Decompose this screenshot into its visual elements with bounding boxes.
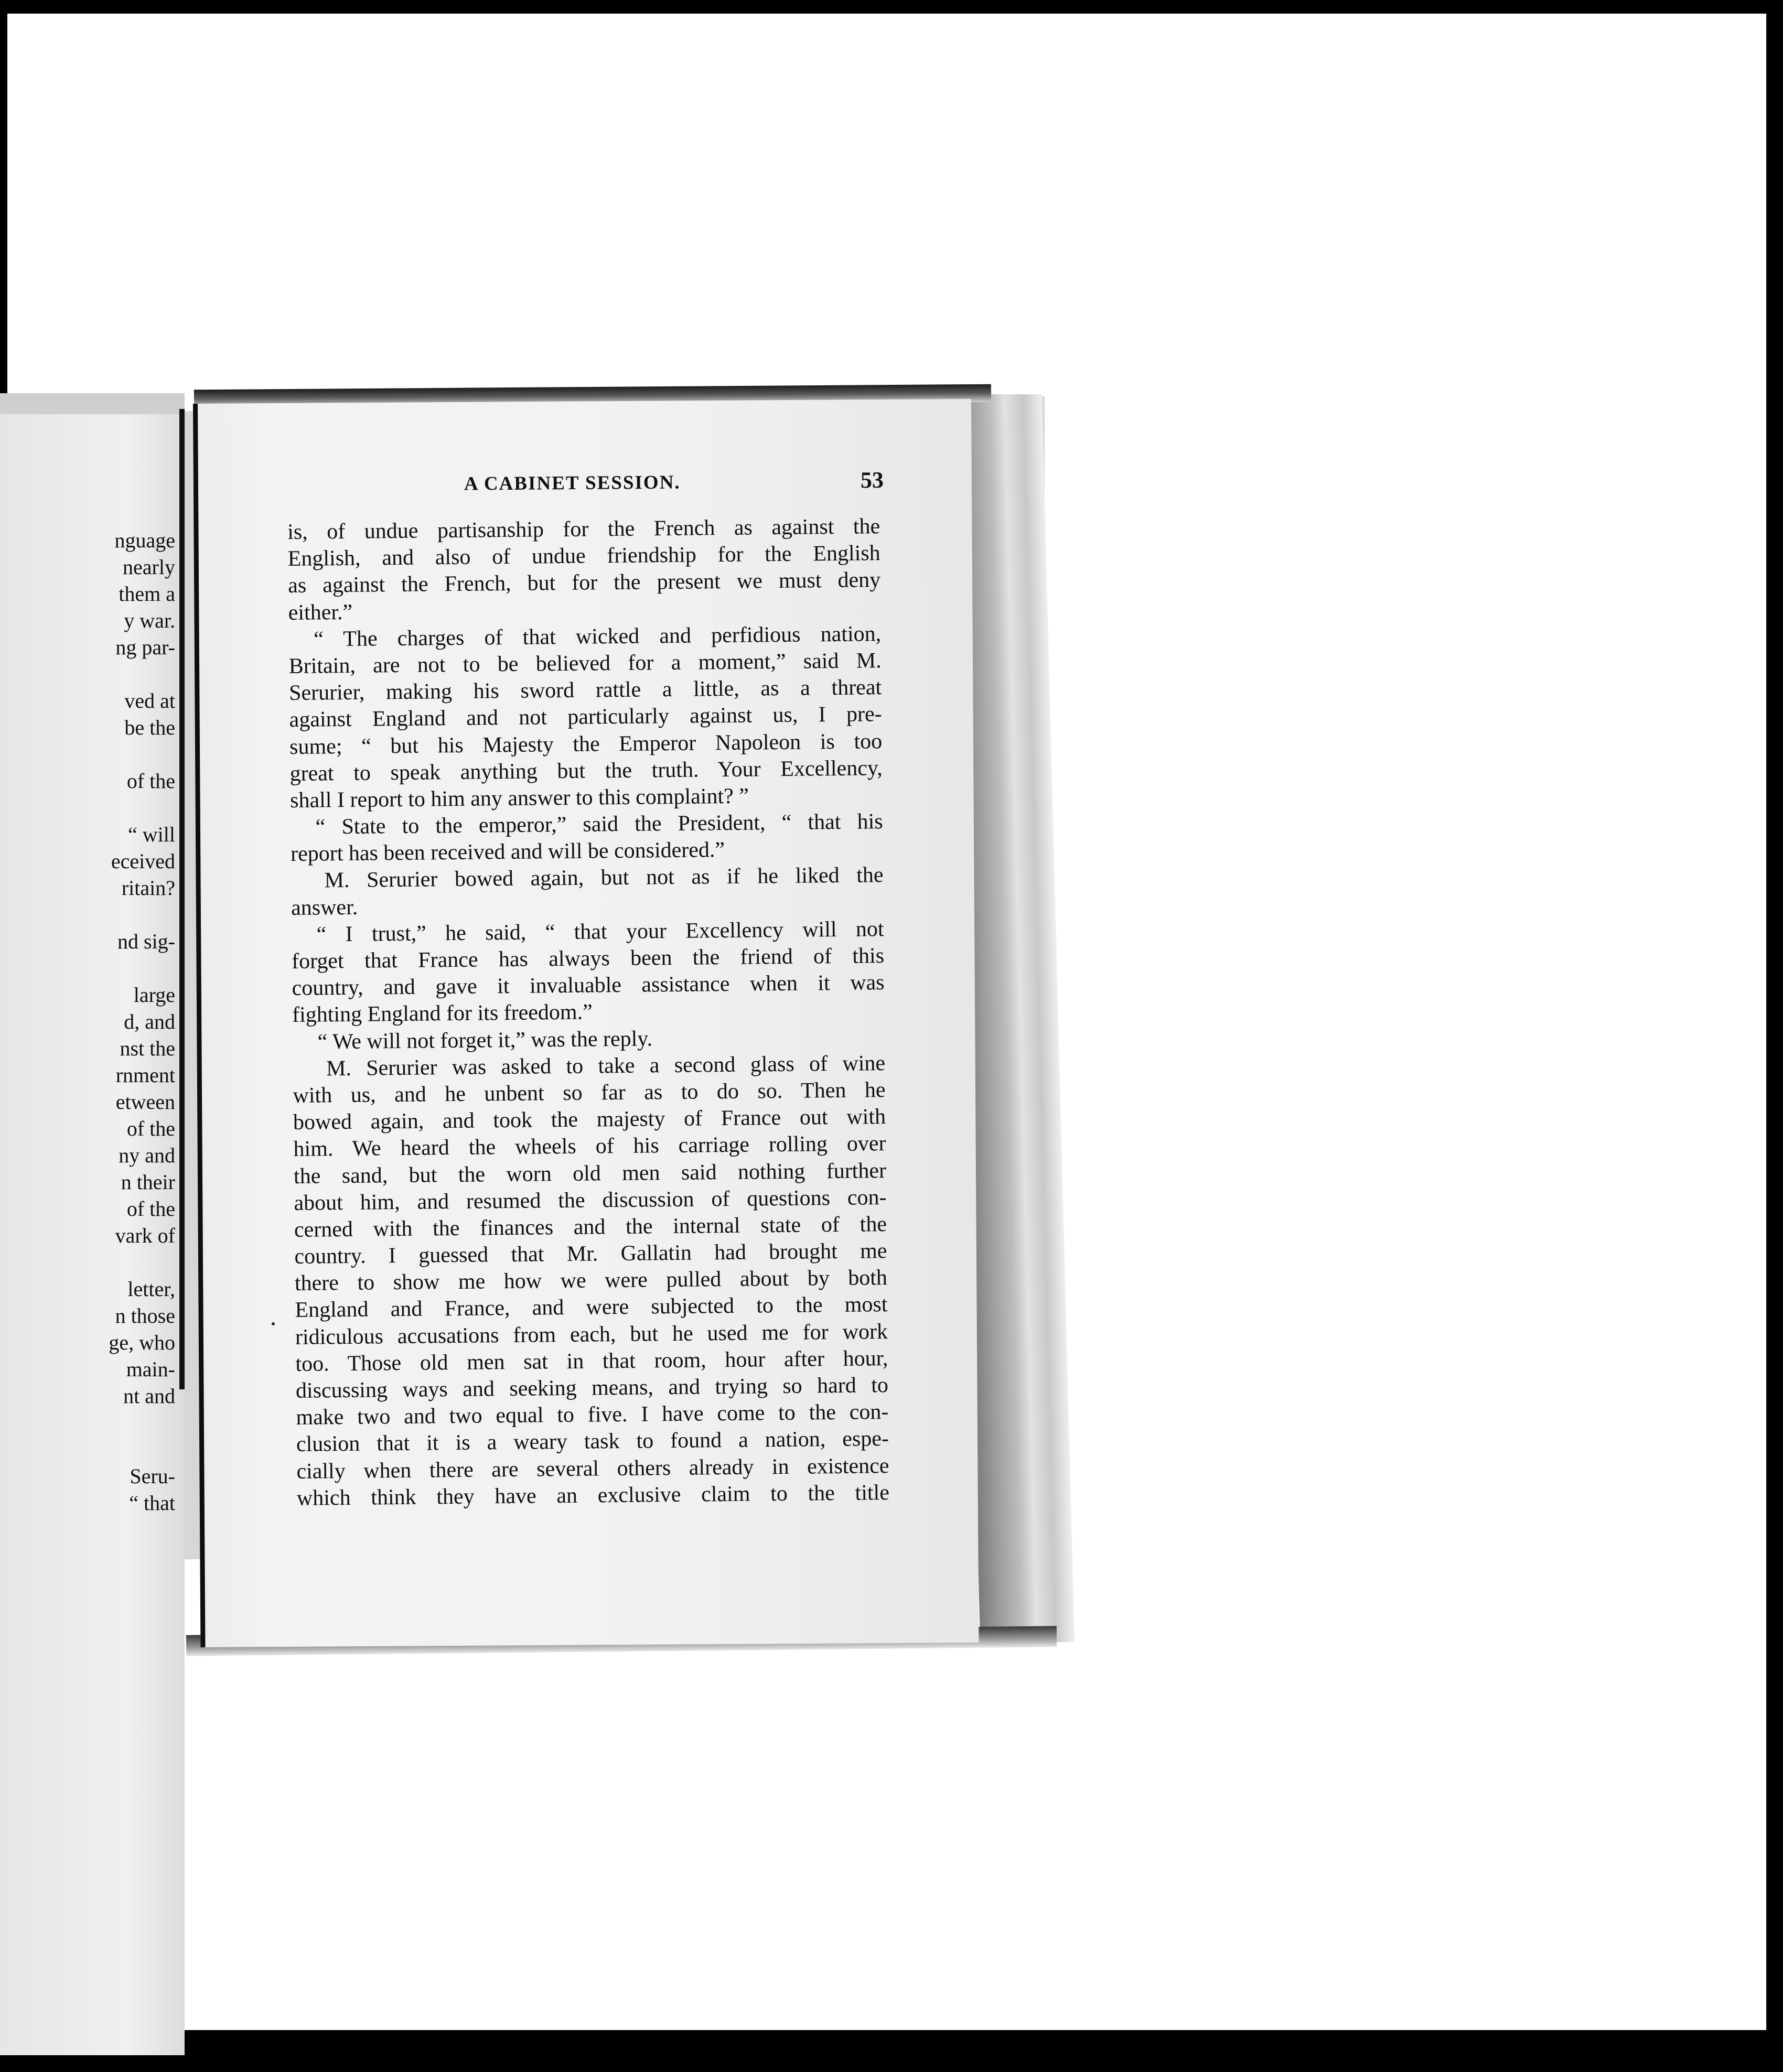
left-page-line: n those: [115, 1304, 175, 1328]
left-page-line: letter,: [127, 1277, 175, 1301]
text-line: there to show me how we were pulled about by both: [294, 1266, 888, 1296]
page-body-text: [287, 513, 889, 1512]
left-page-line: ved at: [124, 689, 175, 713]
scan-border-top: [0, 0, 1783, 14]
text-line: the sand, but the worn old men said nothing further: [293, 1158, 887, 1189]
left-page-line: [0, 661, 178, 687]
text-line: answer.: [291, 895, 358, 920]
text-line: is, of undue partisanship for the French as against the: [287, 514, 880, 544]
running-head: [275, 467, 884, 505]
page-number: 53: [860, 467, 884, 493]
text-line: M. Serurier bowed again, but not as if he liked the: [324, 863, 884, 893]
text-line: sume; “ but his Majesty the Emperor Napoleon is too: [289, 729, 883, 759]
left-page-line: large: [133, 983, 175, 1007]
left-page-line: [0, 1436, 178, 1463]
left-page-line: be the: [124, 716, 175, 739]
left-page-line: them a: [119, 582, 175, 606]
text-line: country, and gave it invaluable assistance when it was: [292, 970, 885, 1001]
left-page-line: etween: [115, 1090, 175, 1114]
text-line: ridiculous accusations from each, but he used me for work: [295, 1319, 888, 1350]
text-line: English, and also of undue friendship for the English: [287, 541, 880, 571]
left-page-line: nguage: [114, 528, 175, 552]
left-page-line: “ will: [128, 823, 175, 846]
left-page-line: ritain?: [121, 876, 175, 900]
left-page-line: [0, 1409, 178, 1436]
text-line: him. We heard the wheels of his carriage rolling over: [293, 1131, 886, 1162]
text-line: “ I trust,” he said, “ that your Excellency will not: [316, 916, 884, 947]
text-line: report has been received and will be considered.”: [290, 838, 725, 867]
text-line: cerned with the finances and the internal state of the: [294, 1212, 887, 1242]
left-page-line: main-: [126, 1357, 175, 1381]
left-page-top-edge: [0, 393, 185, 414]
left-page-text: [0, 527, 178, 1516]
text-line: which think they have an exclusive claim to the title: [296, 1480, 890, 1510]
left-page-line: [0, 1249, 178, 1276]
text-line: “ State to the emperor,” said the President, “ that his: [315, 810, 883, 839]
text-line: clusion that it is a weary task to found a nation, espe-: [296, 1427, 889, 1457]
left-page-line: of the: [126, 769, 175, 793]
left-page-line: “ that: [129, 1491, 175, 1515]
text-line: with us, and he unbent so far as to do so. Then he: [293, 1078, 886, 1108]
text-line: great to speak anything but the truth. Your Excellency,: [289, 756, 883, 786]
left-page-line: rnment: [115, 1063, 175, 1087]
left-page-line: y war.: [124, 609, 175, 632]
left-page-line: nearly: [123, 555, 175, 579]
text-line: “ The charges of that wicked and perfidious nation,: [313, 621, 882, 652]
left-page-partial: [0, 393, 185, 2055]
scan-border-right: [1767, 0, 1783, 2072]
left-page-line: of the: [126, 1197, 175, 1221]
text-line: Britain, are not to be believed for a moment,” said M.: [288, 649, 882, 678]
text-line: make two and two equal to five. I have come to the con-: [296, 1400, 889, 1430]
left-page-line: nst the: [120, 1037, 175, 1060]
text-line: discussing ways and seeking means, and trying so hard to: [295, 1373, 889, 1403]
text-line: England and France, and were subjected to the most: [295, 1292, 888, 1323]
text-line: M. Serurier was asked to take a second glass of wine: [326, 1051, 886, 1081]
running-title: A CABINET SESSION.: [464, 471, 681, 495]
text-line: as against the French, but for the present we must deny: [288, 568, 881, 598]
left-page-line: nd sig-: [117, 930, 175, 953]
left-page-line: eceived: [111, 849, 175, 873]
text-line: forget that France has always been the friend of this: [291, 944, 885, 974]
text-line: either.”: [288, 600, 353, 625]
left-page-line: [0, 794, 178, 821]
margin-dot: [272, 1322, 275, 1325]
left-page-line: [0, 741, 178, 768]
left-page-line: n their: [121, 1170, 175, 1194]
text-line: about him, and resumed the discussion of questions con-: [294, 1185, 887, 1215]
left-page-line: d, and: [124, 1010, 175, 1033]
scan-border-bottom: [0, 2030, 1783, 2072]
text-line: Serurier, making his sword rattle a little, as a threat: [288, 675, 882, 706]
left-page-line: [0, 955, 178, 981]
text-line: fighting England for its freedom.”: [292, 1000, 593, 1028]
text-line: country. I guessed that Mr. Gallatin had brought me: [294, 1239, 887, 1269]
text-line: too. Those old men sat in that room, hour after hour,: [295, 1346, 888, 1376]
left-page-line: nt and: [123, 1384, 175, 1408]
text-line: against England and not particularly against us, I pre-: [289, 702, 882, 732]
left-page-line: of the: [126, 1117, 175, 1140]
left-page-line: Seru-: [130, 1464, 175, 1488]
left-page-line: [0, 901, 178, 928]
text-line: “ We will not forget it,” was the reply.: [317, 1026, 653, 1054]
text-line: shall I report to him any answer to this complaint? ”: [289, 784, 749, 813]
left-page-line: ng par-: [115, 635, 175, 659]
text-line: bowed again, and took the majesty of France out with: [293, 1105, 886, 1135]
text-line: cially when there are several others already in existence: [296, 1453, 889, 1484]
left-page-line: ny and: [119, 1143, 175, 1167]
left-page-line: ge, who: [109, 1331, 175, 1354]
left-page-line: vark of: [115, 1224, 175, 1247]
gutter-line: [179, 409, 185, 1389]
